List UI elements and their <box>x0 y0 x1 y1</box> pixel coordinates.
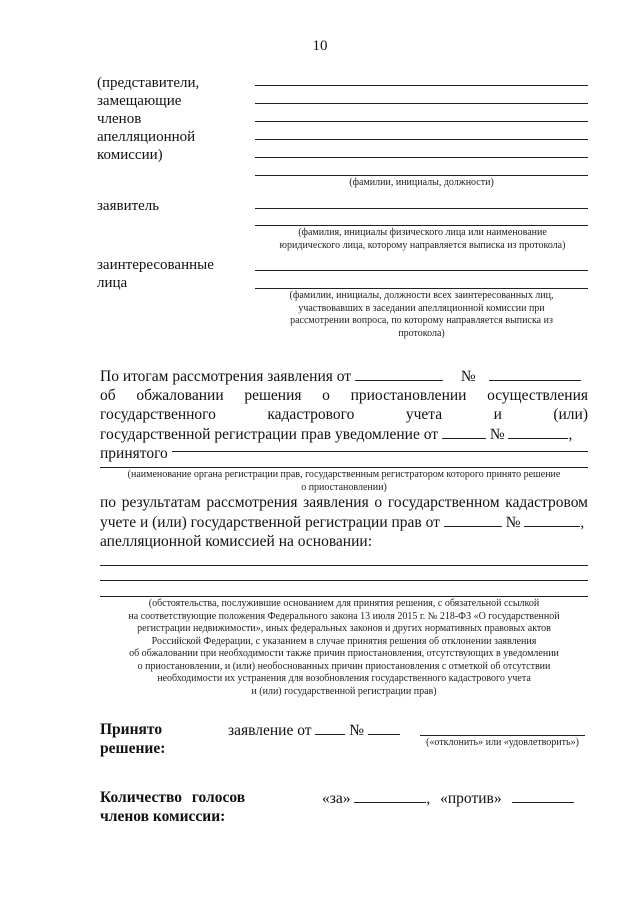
comma: , <box>426 790 431 807</box>
representatives-label <box>97 74 247 164</box>
votes-label-line: членов комиссии: <box>100 808 226 825</box>
representatives-field-3[interactable] <box>255 121 588 122</box>
organ-note-line: (наименование органа регистрации прав, государственным регистратором которого принято решение <box>127 469 561 480</box>
accepted-text: принятого <box>100 445 168 462</box>
representatives-field-6[interactable] <box>255 175 588 176</box>
applicant-note-line: юридического лица, которому направляется выписка из протокола) <box>279 239 566 251</box>
word: об <box>100 387 116 404</box>
organ-field-2[interactable] <box>100 467 588 468</box>
circumstances-note-line: (обстоятельства, послужившие основанием для принятия решения, с обязательной ссылкой <box>148 598 540 609</box>
decision-paragraph <box>100 366 588 463</box>
circumstances-note-line: и (или) государственной регистрации прав) <box>251 685 437 697</box>
word: учета <box>405 406 443 423</box>
representatives-label-line: апелляционной <box>97 129 196 145</box>
results-line-1: по результатам рассмотрения заявления о государственном кадастровом <box>100 494 588 511</box>
applicant-note <box>240 227 605 252</box>
votes-for-field[interactable] <box>354 788 426 803</box>
decision-line4-text: государственной регистрации прав уведомление от <box>100 426 439 443</box>
votes-label-line: Количество голосов <box>100 789 246 806</box>
word: и <box>493 406 502 423</box>
word: приостановлении <box>350 387 467 404</box>
representatives-field-5[interactable] <box>255 157 588 158</box>
statement-text: заявление от <box>228 722 312 739</box>
results-line-3: апелляционной комиссией на основании: <box>100 533 372 550</box>
results-number-field[interactable] <box>524 512 580 527</box>
organ-note-line: о приостановлении) <box>301 481 387 493</box>
decision-label <box>100 720 165 758</box>
representatives-label-line: замещающие <box>97 93 182 109</box>
organ-field-1[interactable] <box>172 451 588 452</box>
decision-line1-text: По итогам рассмотрения заявления от <box>100 368 352 385</box>
word: кадастрового <box>267 406 355 423</box>
circumstances-note <box>85 598 603 698</box>
notice-number-field[interactable] <box>508 424 568 439</box>
number-sign: № <box>460 368 476 385</box>
interested-note-line: протокола) <box>398 327 445 339</box>
application-date-field[interactable] <box>355 366 443 381</box>
decision-label-line: Принято <box>100 721 163 738</box>
applicant-field-2[interactable] <box>255 225 588 226</box>
decision-line-2 <box>100 386 588 405</box>
word: (или) <box>553 406 588 423</box>
interested-note <box>255 290 588 340</box>
interested-label-line: лица <box>97 275 128 291</box>
votes-against-label: «против» <box>440 790 502 807</box>
statement-number-field[interactable] <box>368 720 400 735</box>
votes-label <box>100 788 245 826</box>
decision-label-line: решение: <box>100 740 166 757</box>
decision-line-1 <box>100 366 588 386</box>
decision-result-field[interactable] <box>420 735 585 736</box>
decision-note: («отклонить» или «удовлетворить») <box>426 737 579 748</box>
applicant-field-1[interactable] <box>255 208 588 209</box>
votes-line <box>322 788 574 808</box>
representatives-label-line: комиссии) <box>97 147 163 163</box>
representatives-field-1[interactable] <box>255 85 588 86</box>
interested-note-line: участвовавших в заседании апелляционной комиссии при <box>298 302 545 314</box>
decision-statement <box>228 720 400 740</box>
votes-for-label: «за» <box>322 790 351 807</box>
comma: , <box>568 426 573 443</box>
interested-note-line: рассмотрении вопроса, по которому направляется выписка из <box>290 315 553 326</box>
word: осуществления <box>487 387 588 404</box>
representatives-field-4[interactable] <box>255 139 588 140</box>
circumstances-note-line: о приостановлении, и (или) необоснованных причин приостановления с отметкой об отсутствии <box>137 660 551 672</box>
applicant-note-line: (фамилия, инициалы физического лица или наименование <box>298 227 547 238</box>
grounds-field-1[interactable] <box>100 565 588 566</box>
number-sign: № <box>349 722 365 739</box>
circumstances-note-line: об обжаловании при необходимости также причин приостановления, отсутствующих в уведомлении <box>129 648 559 659</box>
results-line2-text: учете и (или) государственной регистрации прав от <box>100 514 440 531</box>
word: государственного <box>100 406 216 423</box>
grounds-field-2[interactable] <box>100 580 588 581</box>
page-number: 10 <box>312 38 328 54</box>
representatives-note: (фамилии, инициалы, должности) <box>349 177 494 188</box>
notice-date-field[interactable] <box>442 424 486 439</box>
results-date-field[interactable] <box>444 512 502 527</box>
applicant-label: заявитель <box>97 198 160 214</box>
word: о <box>322 387 330 404</box>
decision-line-5 <box>100 444 588 463</box>
word: обжаловании <box>136 387 224 404</box>
grounds-field-3[interactable] <box>100 596 588 597</box>
decision-line-4 <box>100 424 588 444</box>
results-paragraph <box>100 493 588 551</box>
circumstances-note-line: Российской Федерации, с указанием в случае принятия решения об отклонении заявления <box>151 635 537 647</box>
interested-field-1[interactable] <box>255 270 588 271</box>
interested-field-2[interactable] <box>255 288 588 289</box>
circumstances-note-line: регистрации недвижимости», иных федеральных законов и других нормативных правовых актов <box>137 623 551 634</box>
votes-against-field[interactable] <box>512 788 574 803</box>
decision-line-3 <box>100 405 588 424</box>
interested-label-line: заинтересованные <box>97 257 214 273</box>
representatives-label-line: членов <box>97 111 142 127</box>
organ-note <box>90 469 598 494</box>
word: решения <box>244 387 302 404</box>
results-line-2 <box>100 512 588 532</box>
representatives-field-2[interactable] <box>255 103 588 104</box>
comma: , <box>580 514 585 531</box>
interested-label <box>97 256 214 292</box>
interested-note-line: (фамилии, инициалы, должности всех заинтересованных лиц, <box>289 290 554 301</box>
number-sign: № <box>505 514 521 531</box>
statement-date-field[interactable] <box>315 720 345 735</box>
application-number-field[interactable] <box>489 366 581 381</box>
number-sign: № <box>489 426 505 443</box>
circumstances-note-line: на соответствующие положения Федерального закона 13 июля 2015 г. № 218-ФЗ «О государственной <box>128 610 560 622</box>
representatives-label-line: (представители, <box>97 75 200 91</box>
circumstances-note-line: необходимости их устранения для возобновления государственного кадастрового учета <box>157 673 531 684</box>
